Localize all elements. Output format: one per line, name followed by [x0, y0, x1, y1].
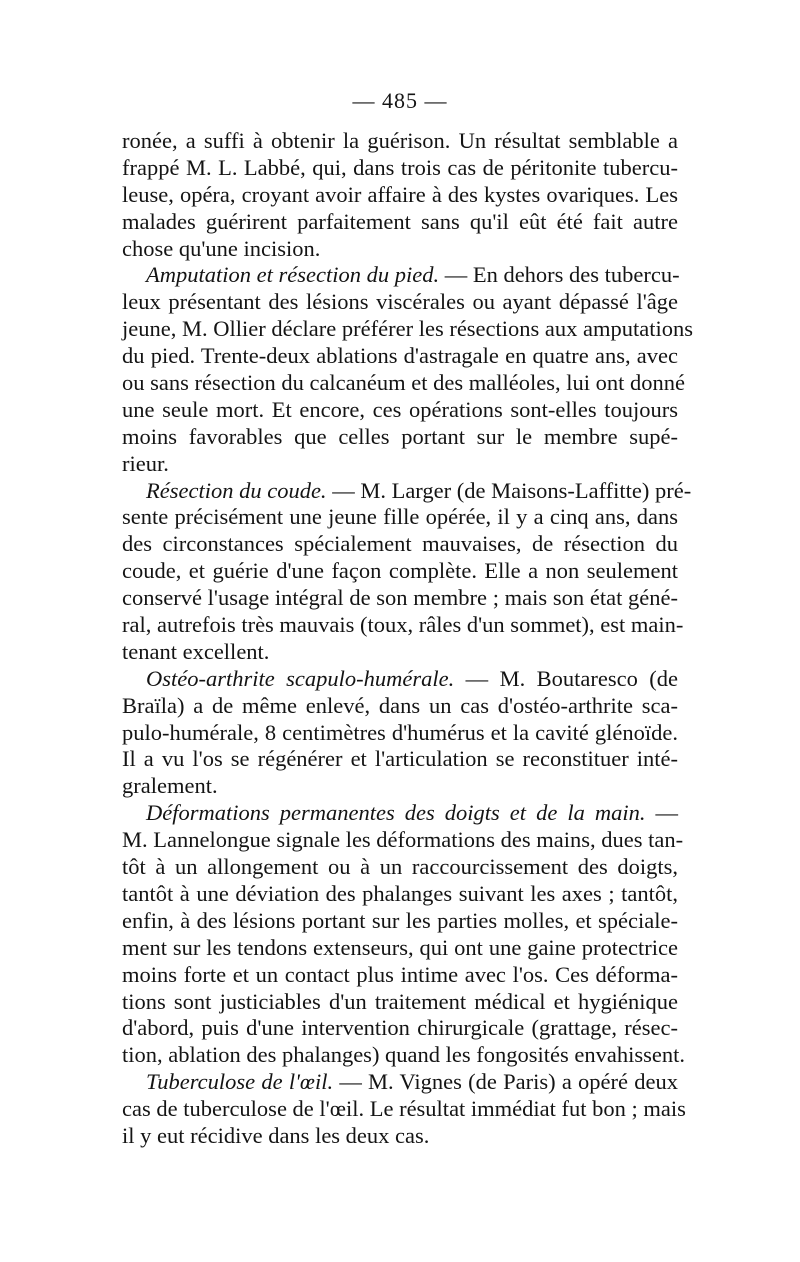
line-text: enfin, à des lésions portant sur les parties molles, et spéciale-: [122, 907, 678, 933]
line-text: Braïla) a de même enlevé, dans un cas d'ostéo-arthrite sca-: [122, 692, 678, 718]
line-text: sente précisément une jeune fille opérée, il y a cinq ans, dans: [122, 504, 678, 530]
line-text: cas de tuberculose de l'œil. Le résultat immédiat fut bon ; mais: [122, 1096, 686, 1122]
paragraph-4-line-2: [122, 693, 678, 720]
line-text: — En dehors des tubercu-: [439, 262, 680, 288]
paragraph-5-line-1: [122, 800, 678, 827]
paragraph-3-line-3: [122, 531, 678, 558]
paragraph-1-line-1: [122, 128, 678, 155]
line-text: — M. Boutaresco (de: [454, 665, 678, 691]
paragraph-1-line-3: [122, 182, 678, 209]
paragraph-5-line-7: [122, 962, 678, 989]
line-text: M. Lannelongue signale les déformations des mains, dues tan-: [122, 827, 684, 853]
paragraph-2-line-5: [122, 370, 685, 397]
line-text: malades guérirent parfaitement sans qu'il eût été fait autre: [122, 208, 678, 234]
paragraph-5-line-6: [122, 935, 678, 962]
line-text: coude, et guérie d'une façon complète. Elle a non seulement: [122, 558, 678, 584]
line-text: frappé M. L. Labbé, qui, dans trois cas de péritonite tubercu-: [122, 154, 678, 180]
paragraph-2-line-8: [122, 451, 678, 478]
paragraph-3-line-6: [122, 612, 684, 639]
line-text: ou sans résection du calcanéum et des malléoles, lui ont donné: [122, 370, 685, 396]
paragraph-2-line-6: [122, 397, 678, 424]
section-heading-osteo-arthrite-scapulo-humerale: Ostéo-arthrite scapulo-humérale.: [146, 665, 455, 691]
paragraph-2-line-2: [122, 289, 678, 316]
section-heading-amputation-et-resection-du-pied: Amputation et résection du pied.: [146, 262, 440, 288]
line-text: — M. Vignes (de Paris) a opéré deux: [333, 1069, 678, 1095]
line-text: tion, ablation des phalanges) quand les fongosités envahissent.: [122, 1042, 686, 1068]
paragraph-2-line-1: [122, 262, 678, 289]
line-text: du pied. Trente-deux ablations d'astragale en quatre ans, avec: [122, 343, 678, 369]
line-text: une seule mort. Et encore, ces opérations sont-elles toujours: [122, 396, 678, 422]
paragraph-4-line-4: [122, 746, 678, 773]
paragraph-3-line-2: [122, 504, 678, 531]
section-heading-resection-du-coude: Résection du coude.: [146, 477, 327, 503]
line-text: tôt à un allongement ou à un raccourcissement des doigts,: [122, 854, 678, 880]
paragraph-1-line-5: [122, 236, 678, 263]
line-text: des circonstances spécialement mauvaises, de résection du: [122, 531, 678, 557]
line-text: tantôt à une déviation des phalanges suivant les axes ; tantôt,: [122, 880, 678, 906]
paragraph-5-line-4: [122, 881, 678, 908]
paragraph-5-line-10: [122, 1042, 686, 1069]
paragraph-3-line-5: [122, 585, 678, 612]
line-text: ronée, a suffi à obtenir la guérison. Un résultat semblable a: [122, 128, 678, 153]
line-text: ment sur les tendons extenseurs, qui ont une gaine protectrice: [122, 934, 678, 960]
paragraph-5-line-3: [122, 854, 678, 881]
paragraph-5-line-8: [122, 989, 678, 1016]
section-heading-tuberculose-de-l-il: Tuberculose de l'œil.: [146, 1069, 334, 1095]
page-body-text: [122, 128, 694, 1150]
line-text: rieur.: [122, 450, 169, 476]
line-text: tions sont justiciables d'un traitement médical et hygiénique: [122, 988, 678, 1014]
paragraph-5-line-5: [122, 908, 678, 935]
paragraph-6-line-1: [122, 1069, 678, 1096]
paragraph-4-line-5: [122, 773, 678, 800]
paragraph-1-line-2: [122, 155, 678, 182]
line-text: leuse, opéra, croyant avoir affaire à des kystes ovariques. Les: [122, 181, 678, 207]
paragraph-5-line-2: [122, 827, 684, 854]
line-text: Il a vu l'os se régénérer et l'articulation se reconstituer inté-: [122, 746, 678, 772]
paragraph-6-line-2: [122, 1096, 686, 1123]
paragraph-5-line-9: [122, 1015, 678, 1042]
page-number: — 485 —: [352, 88, 448, 113]
line-text: leux présentant des lésions viscérales ou ayant dépassé l'âge: [122, 289, 678, 315]
line-text: jeune, M. Ollier déclare préférer les résections aux amputations: [122, 316, 694, 342]
line-text: il y eut récidive dans les deux cas.: [122, 1122, 430, 1148]
paragraph-4-line-3: [122, 720, 678, 747]
paragraph-3-line-7: [122, 639, 678, 666]
line-text: moins forte et un contact plus intime avec l'os. Ces déforma-: [122, 961, 678, 987]
line-text: moins favorables que celles portant sur le membre supé-: [122, 423, 678, 449]
line-text: tenant excellent.: [122, 638, 270, 664]
paragraph-3-line-4: [122, 558, 678, 585]
line-text: — M. Larger (de Maisons-Laffitte) pré-: [326, 477, 692, 503]
line-text: pulo-humérale, 8 centimètres d'humérus et la cavité glénoïde.: [122, 719, 678, 745]
section-heading-deformations-permanentes-des-doigts-et-de-la-main: Déformations permanentes des doigts et de la main.: [146, 800, 646, 826]
paragraph-2-line-3: [122, 316, 694, 343]
line-text: —: [645, 800, 679, 826]
line-text: gralement.: [122, 773, 218, 799]
line-text: chose qu'une incision.: [122, 235, 321, 261]
paragraph-2-line-4: [122, 343, 678, 370]
line-text: conservé l'usage intégral de son membre ; mais son état géné-: [122, 585, 678, 611]
paragraph-1-line-4: [122, 209, 678, 236]
paragraph-4-line-1: [122, 666, 678, 693]
line-text: d'abord, puis d'une intervention chirurgicale (grattage, résec-: [122, 1015, 678, 1041]
line-text: ral, autrefois très mauvais (toux, râles d'un sommet), est main-: [122, 612, 684, 638]
paragraph-6-line-3: [122, 1123, 678, 1150]
paragraph-3-line-1: [122, 477, 692, 505]
paragraph-2-line-7: [122, 424, 678, 451]
